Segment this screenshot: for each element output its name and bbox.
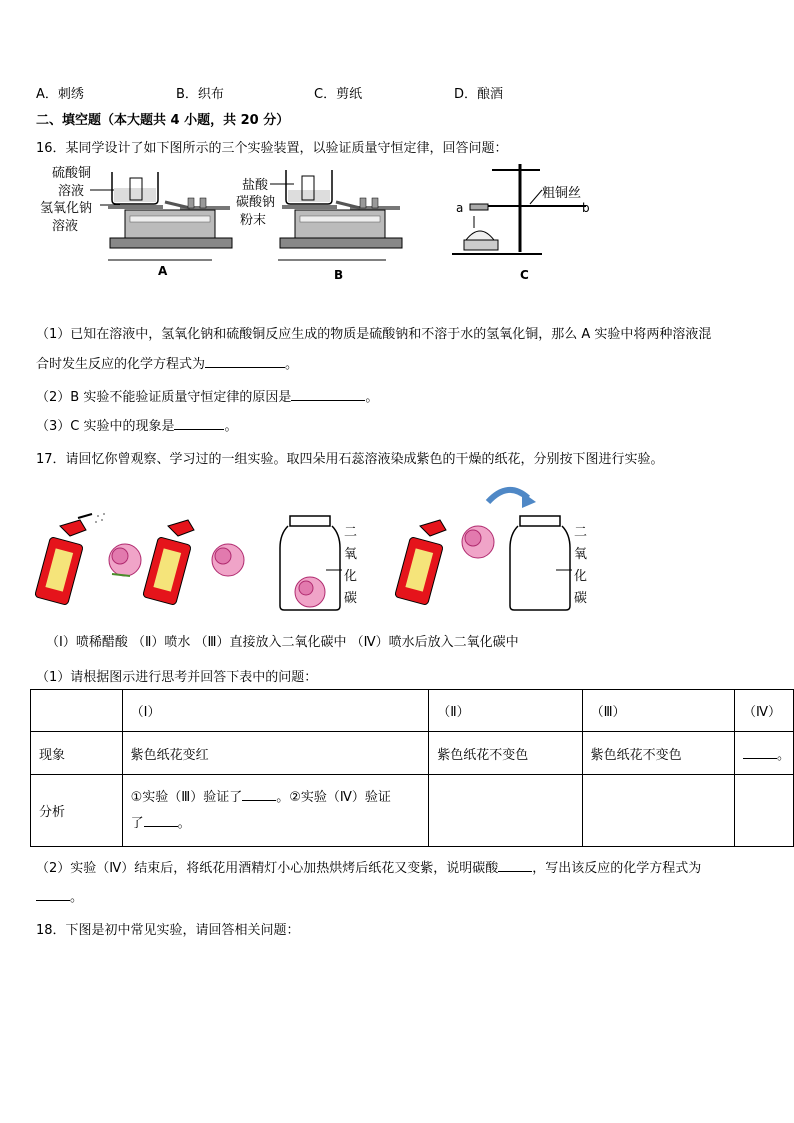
table-cell: [582, 775, 734, 847]
svg-text:碳: 碳: [344, 591, 358, 606]
option-b: B．织布: [176, 87, 224, 102]
option-c: C．剪纸: [314, 87, 363, 102]
answer-blank[interactable]: [205, 355, 285, 368]
period: 。: [224, 419, 238, 434]
option-a: A．刺绣: [36, 87, 84, 102]
q17-sub2-line1: [36, 857, 701, 876]
q17-sub2-text-b: ，写出该反应的化学方程式为: [532, 861, 702, 876]
fig-c-point-a: a: [456, 201, 464, 215]
period: 。: [365, 390, 379, 405]
fig-b-label-2: 碳酸钠: [236, 195, 276, 210]
q16-sub1-line1: （1）已知在溶液中，氢氧化钠和硫酸铜反应生成的物质是硫酸钠和不溶于水的氢氧化铜，那么 A 实验中将两种溶液混: [36, 327, 712, 342]
table-header: （Ⅱ）: [429, 690, 582, 732]
jar-label-1: [344, 525, 357, 606]
q16-sub2-text: （2）B 实验不能验证质量守恒定律的原因是: [36, 390, 292, 405]
analysis-text: [131, 785, 429, 837]
q17-table: [30, 689, 794, 847]
q16-sub2: [36, 386, 378, 405]
period: 。: [285, 357, 299, 372]
q16-sub3-text: （3）C 实验中的现象是: [36, 419, 175, 434]
answer-blank[interactable]: [242, 788, 276, 801]
svg-text:氧: 氧: [344, 547, 358, 562]
fig-a-caption: A: [158, 264, 168, 278]
flower-icon: [462, 526, 494, 558]
fig-a-label-4: 溶液: [52, 219, 79, 234]
table-cell: 紫色纸花不变色: [582, 732, 734, 775]
table-header: （Ⅳ）: [734, 690, 793, 732]
option-d: D．酿酒: [454, 87, 504, 102]
table-header: [31, 690, 123, 732]
answer-blank[interactable]: [144, 814, 178, 827]
spray-mist: [95, 513, 105, 523]
section-heading: 二、填空题（本大题共 4 小题，共 20 分）: [36, 113, 290, 128]
period: 。: [70, 890, 84, 905]
answer-blank[interactable]: [291, 388, 365, 401]
table-row: [31, 690, 794, 732]
svg-text:碳: 碳: [574, 591, 588, 606]
answer-blank[interactable]: [743, 746, 777, 759]
q17-figures: [30, 478, 594, 628]
table-cell: 分析: [31, 775, 123, 847]
fig-b-caption: B: [334, 268, 344, 282]
table-cell: [734, 775, 793, 847]
analysis-part4: 。: [177, 815, 191, 831]
fig-c-caption: C: [520, 268, 529, 282]
q16-stem: 16．某同学设计了如下图所示的三个实验装置，以验证质量守恒定律，回答问题：: [36, 141, 508, 156]
answer-blank[interactable]: [498, 859, 532, 872]
q17-sub2-line2: [36, 886, 83, 905]
svg-text:化: 化: [574, 569, 588, 584]
fig-c-wire-label: 粗铜丝: [542, 186, 582, 201]
q16-sub1-line2-text: 合时发生反应的化学方程式为: [36, 357, 206, 372]
answer-blank[interactable]: [36, 888, 70, 901]
q17-sub1: （1）请根据图示进行思考并回答下表中的问题：: [36, 670, 318, 685]
svg-text:氧: 氧: [574, 547, 588, 562]
analysis-part3: 了: [130, 815, 144, 831]
answer-blank[interactable]: [174, 417, 224, 430]
balance-a: [40, 165, 232, 278]
flower-icon: [109, 544, 141, 576]
fig-a-label-1: 硫酸铜: [52, 166, 92, 181]
svg-text:二: 二: [574, 525, 588, 540]
fig-b-label-1: 盐酸: [242, 178, 269, 193]
q18-stem: 18．下图是初中常见实验，请回答相关问题：: [36, 923, 300, 938]
table-cell: 现象: [31, 732, 123, 775]
fig-a-label-3: 氢氧化钠: [40, 201, 93, 216]
q17-sub2-text-a: （2）实验（Ⅳ）结束后，将纸花用酒精灯小心加热烘烤后纸花又变紫，说明碳酸: [36, 861, 499, 876]
period: 。: [776, 747, 790, 763]
q17-figure-captions: （Ⅰ）喷稀醋酸 （Ⅱ）喷水 （Ⅲ）直接放入二氧化碳中 （Ⅳ）喷水后放入二氧化碳中: [46, 635, 519, 650]
table-header: （Ⅰ）: [122, 690, 429, 732]
svg-text:化: 化: [344, 569, 358, 584]
balance-b: [236, 170, 402, 282]
svg-text:二: 二: [344, 525, 358, 540]
spray-bottle-icon: [395, 520, 446, 605]
spray-bottle-icon: [143, 520, 194, 605]
flower-icon: [212, 544, 244, 576]
gas-jar: [280, 516, 342, 610]
analysis-part2: 。②实验（Ⅳ）验证: [276, 789, 391, 805]
fig-b-label-3: 粉末: [240, 213, 267, 228]
fig-a-label-2: 溶液: [58, 184, 85, 199]
table-cell: [429, 775, 582, 847]
analysis-part1: ①实验（Ⅲ）验证了: [130, 789, 243, 805]
q16-sub3: [36, 415, 238, 434]
table-header: （Ⅲ）: [582, 690, 734, 732]
table-cell: 紫色纸花不变色: [429, 732, 582, 775]
q16-sub1-line2: [36, 353, 298, 372]
fig-c-point-b: b: [582, 201, 590, 215]
table-cell: 紫色纸花变红: [122, 732, 429, 775]
q16-figures: [30, 160, 630, 288]
jar-label-2: [574, 525, 587, 606]
table-row: [31, 775, 794, 847]
stand-c: [452, 164, 590, 282]
gas-jar: [510, 516, 572, 610]
spray-bottle-icon: [35, 514, 92, 605]
table-cell: [122, 775, 429, 847]
table-cell: [734, 732, 793, 775]
table-row: [31, 732, 794, 775]
q17-stem: 17．请回忆你曾观察、学习过的一组实验。取四朵用石蕊溶液染成紫色的干燥的纸花，分别按下图进行实验。: [36, 452, 664, 467]
